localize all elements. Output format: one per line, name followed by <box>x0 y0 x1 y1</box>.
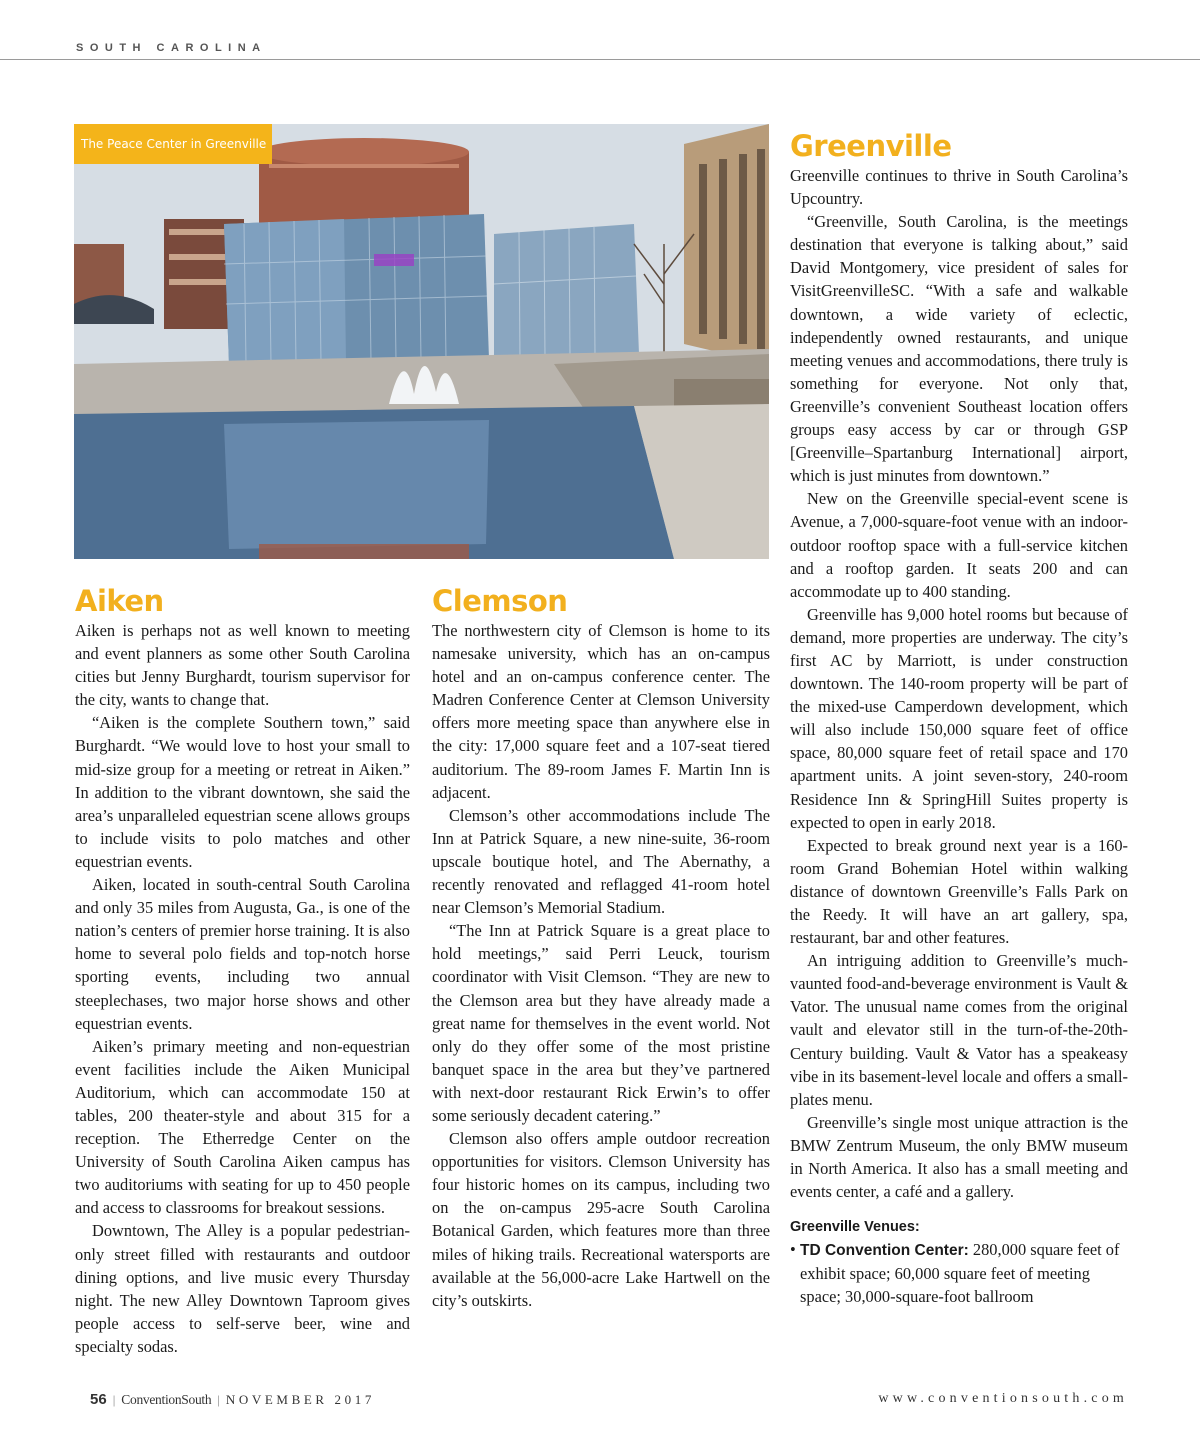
footer-separator: | <box>112 1392 116 1407</box>
venue-item <box>790 1238 1128 1308</box>
bullet-icon: • <box>790 1240 796 1260</box>
issue-date: NOVEMBER 2017 <box>225 1392 375 1407</box>
clemson-paragraph-3: “The Inn at Patrick Square is a great place to hold meetings,” said Perri Leuck, tourism coordinator with Visit Clemson. “They are new to the Clemson area but they have already made a great name for themselves in the event world. Not only do they offer some of the most pristine banquet space in the area but they’ve partnered with next-door restaurant Rick Erwin’s to offer some seriously decadent catering.” <box>432 921 770 1125</box>
magazine-name: ConventionSouth <box>121 1392 212 1407</box>
footer-left <box>90 1391 375 1408</box>
running-head: SOUTH CAROLINA <box>76 42 267 54</box>
page-number: 56 <box>90 1391 107 1408</box>
greenville-paragraph-7: Greenville’s single most unique attraction is the BMW Zentrum Museum, the only BMW museum in North America. It also has a small meeting and events center, a café and a gallery. <box>790 1112 1128 1202</box>
aiken-paragraph-3: Aiken, located in south-central South Carolina and only 35 miles from Augusta, Ga., is one of the nation’s centers of premier horse training. It is also home to several polo fields and top-notch horse sporting events, including two annual steeplechases, two major horse shows and other equestrian events. <box>75 875 410 1033</box>
greenville-paragraph-6: An intriguing addition to Greenville’s much-vaunted food-and-beverage environment is Vault & Vator. The unusual name comes from the original vault and elevator still in the turn-of-the-20th- Century building. Vault & Vator has a speakeasy vibe in its basement-level locale and offers a small-plates menu. <box>790 951 1128 1109</box>
venue-name: TD Convention Center: <box>800 1242 969 1260</box>
greenville-section <box>790 130 1128 1309</box>
greenville-paragraph-5: Expected to break ground next year is a 160-room Grand Bohemian Hotel within walking distance of downtown Greenville’s Falls Park on the Reedy. It will have an art gallery, spa, restaurant, bar and other features. <box>790 835 1128 948</box>
greenville-paragraph-2: “Greenville, South Carolina, is the meetings destination that everyone is talking about,” said David Montgomery, vice president of sales for VisitGreenvilleSC. “With a safe and walkable downtown, a wide variety of eclectic, independently owned restaurants, and unique meeting venues and accommodations, there truly is something for everyone. Not only that, Greenville’s convenient Southeast location offers groups easy access by car or through GSP [Greenville–Spartanburg International] airport, which is just minutes from downtown.” <box>790 212 1128 486</box>
peace-center-photo <box>74 124 769 559</box>
clemson-paragraph-1: The northwestern city of Clemson is home to its namesake university, which has an on-campus hotel and an on-campus conference center. The Madren Conference Center at Clemson University offers more meeting space than anywhere else in the city: 17,000 square feet and a 107-seat tiered auditorium. The 89-room James F. Martin Inn is adjacent. <box>432 621 770 802</box>
venues-heading: Greenville Venues: <box>790 1219 920 1236</box>
aiken-paragraph-2: “Aiken is the complete Southern town,” said Burghardt. “We would love to host your small to mid-size group for a meeting or retreat in Aiken.” In addition to the vibrant downtown, she said the area’s unparalleled equestrian scene allows groups to include visits to polo matches and other equestrian events. <box>75 713 410 871</box>
footer-website: www.conventionsouth.com <box>878 1391 1128 1406</box>
photo-caption: The Peace Center in Greenville <box>74 124 272 164</box>
aiken-paragraph-4: Aiken’s primary meeting and non-equestrian event facilities include the Aiken Municipal Auditorium, which can accommodate 150 at tables, 200 theater-style and about 315 for a reception. The Etherredge Center on the University of South Carolina Aiken campus has two auditoriums with seating for up to 450 people and access to classrooms for breakout sessions. <box>75 1036 410 1218</box>
clemson-paragraph-2: Clemson’s other accommodations include The Inn at Patrick Square, a new nine-suite, 36-room upscale boutique hotel, and The Abernathy, a recently renovated and reflagged 41-room hotel near Clemson’s Memorial Stadium. <box>432 805 770 918</box>
clemson-section <box>432 585 770 1312</box>
greenville-paragraph-3: New on the Greenville special-event scene is Avenue, a 7,000-square-foot venue with an indoor-outdoor rooftop space with a full-service kitchen and a rooftop garden. It seats 200 and can accommodate up to 400 standing. <box>790 489 1128 601</box>
aiken-paragraph-1: Aiken is perhaps not as well known to meeting and event planners as some other South Carolina cities but Jenny Burghardt, tourism supervisor for the city, wants to change that. <box>75 621 410 710</box>
clemson-paragraph-4: Clemson also offers ample outdoor recreation opportunities for visitors. Clemson University has four historic homes on its campus, including two on the on-campus 295-acre South Carolina Botanical Garden, which features more than three miles of hiking trails. Recreational watersports are available at the 56,000-acre Lake Hartwell on the city’s outskirts. <box>432 1129 770 1310</box>
aiken-heading: Aiken <box>75 584 164 618</box>
greenville-heading: Greenville <box>790 129 952 163</box>
header-rule <box>0 59 1200 60</box>
footer-separator: | <box>217 1392 220 1407</box>
greenville-paragraph-4: Greenville has 9,000 hotel rooms but because of demand, more properties are underway. The city’s first AC by Marriott, is under construction downtown. The 140-room property will be part of the mixed-use Camperdown development, which will also include 150,000 square feet of office space, 80,000 square feet of retail space and 170 apartment units. A joint seven-story, 240-room Residence Inn & SpringHill Suites property is expected to open in early 2018. <box>790 604 1128 832</box>
aiken-paragraph-5: Downtown, The Alley is a popular pedestrian-only street filled with restaurants and outdoor dining options, and live music every Thursday night. The new Alley Downtown Taproom gives people access to self-serve beer, wine and specialty sodas. <box>75 1221 410 1356</box>
greenville-paragraph-1: Greenville continues to thrive in South Carolina’s Upcountry. <box>790 166 1128 209</box>
clemson-heading: Clemson <box>432 584 568 618</box>
aiken-section <box>75 585 410 1358</box>
venue-description: 280,000 square feet of exhibit space; 60,000 square feet of meeting space; 30,000-square-foot ballroom <box>800 1240 1120 1307</box>
